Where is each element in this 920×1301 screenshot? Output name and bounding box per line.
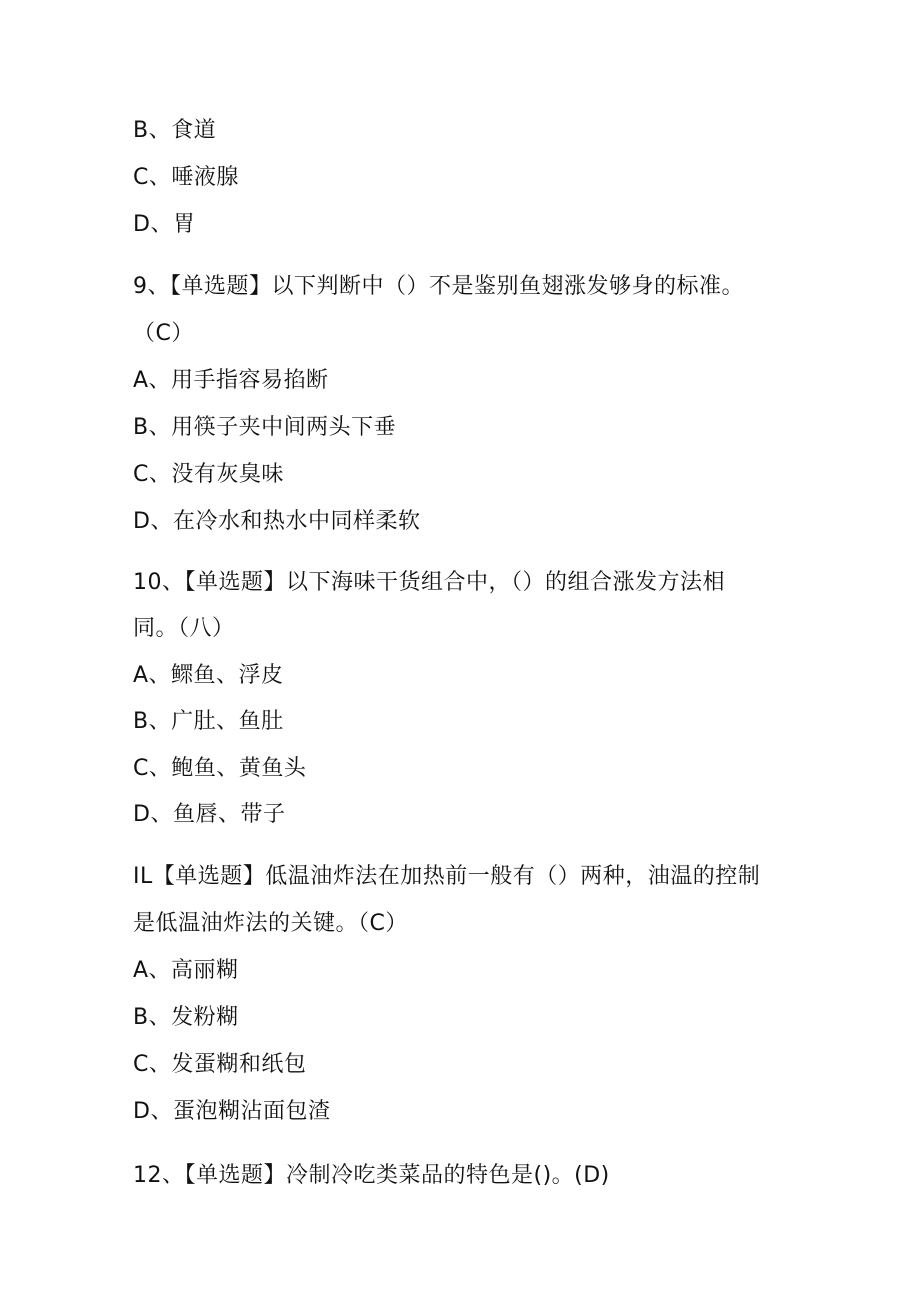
q11-option-c: C、发蛋糊和纸包 (133, 1052, 307, 1077)
q9-option-a: A、用手指容易掐断 (133, 368, 329, 393)
q8-option-b: B、食道 (133, 118, 217, 143)
q10-option-b: B、广肚、鱼肚 (133, 709, 284, 734)
q9-question-line-2: （C） (133, 321, 194, 346)
q10-option-c: C、鲍鱼、黄鱼头 (133, 756, 307, 781)
q10-option-d: D、鱼唇、带子 (133, 802, 286, 827)
q9-option-b: B、用筷子夹中间两头下垂 (133, 415, 397, 440)
q11-question-line-2: 是低温油炸法的关键。（C） (133, 911, 408, 936)
q10-question-line-1: 10、【单选题】以下海味干货组合中，（）的组合涨发方法相 (133, 570, 725, 595)
q12-question-line-1: 12、【单选题】冷制冷吃类菜品的特色是()。(D) (133, 1163, 610, 1188)
q9-option-d: D、在冷水和热水中同样柔软 (133, 509, 421, 534)
q8-option-c: C、唾液腺 (133, 165, 239, 190)
q9-question-line-1: 9、【单选题】以下判断中（）不是鉴别鱼翅涨发够身的标准。 (133, 274, 744, 299)
q10-option-a: A、鳏鱼、浮皮 (133, 663, 284, 688)
q9-option-c: C、没有灰臭味 (133, 462, 284, 487)
q11-option-d: D、蛋泡糊沾面包渣 (133, 1099, 331, 1124)
q11-question-line-1: IL【单选题】低温油炸法在加热前一般有（）两种，油温的控制 (133, 864, 761, 889)
q10-question-line-2: 同。（八） (133, 616, 235, 641)
q11-option-a: A、高丽糊 (133, 958, 239, 983)
q8-option-d: D、胃 (133, 212, 196, 237)
q11-option-b: B、发粉糊 (133, 1005, 239, 1030)
